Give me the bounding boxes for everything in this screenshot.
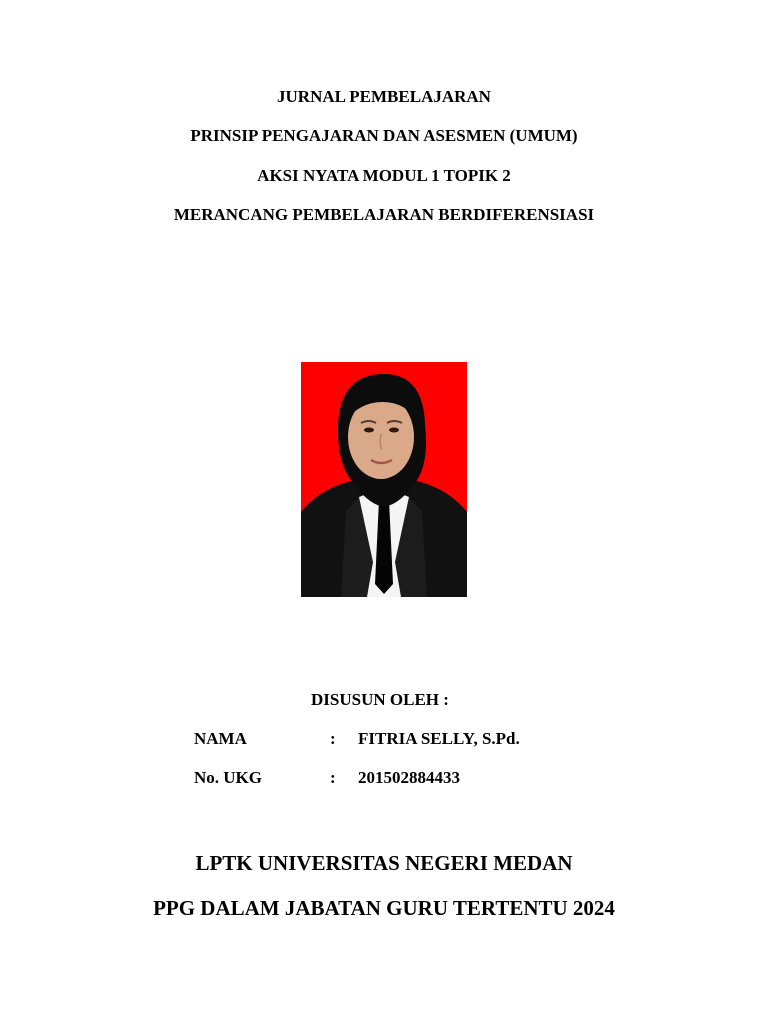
- name-separator: :: [330, 729, 336, 748]
- title-line-1: JURNAL PEMBELAJARAN: [277, 87, 491, 106]
- name-label: NAMA: [194, 729, 247, 748]
- ukg-label: No. UKG: [194, 768, 262, 787]
- author-photo: [301, 362, 467, 597]
- title-line-4: MERANCANG PEMBELAJARAN BERDIFERENSIASI: [173, 205, 595, 224]
- author-heading: DISUSUN OLEH :: [311, 690, 449, 709]
- institution-line: LPTK UNIVERSITAS NEGERI MEDAN: [195, 851, 573, 875]
- title-line-2: PRINSIP PENGAJARAN DAN ASESMEN (UMUM): [190, 126, 578, 145]
- program-line: PPG DALAM JABATAN GURU TERTENTU 2024: [153, 896, 615, 920]
- ukg-value: 201502884433: [358, 768, 460, 787]
- name-value: FITRIA SELLY, S.Pd.: [358, 729, 520, 748]
- ukg-separator: :: [330, 768, 336, 787]
- title-line-3: AKSI NYATA MODUL 1 TOPIK 2: [257, 166, 511, 185]
